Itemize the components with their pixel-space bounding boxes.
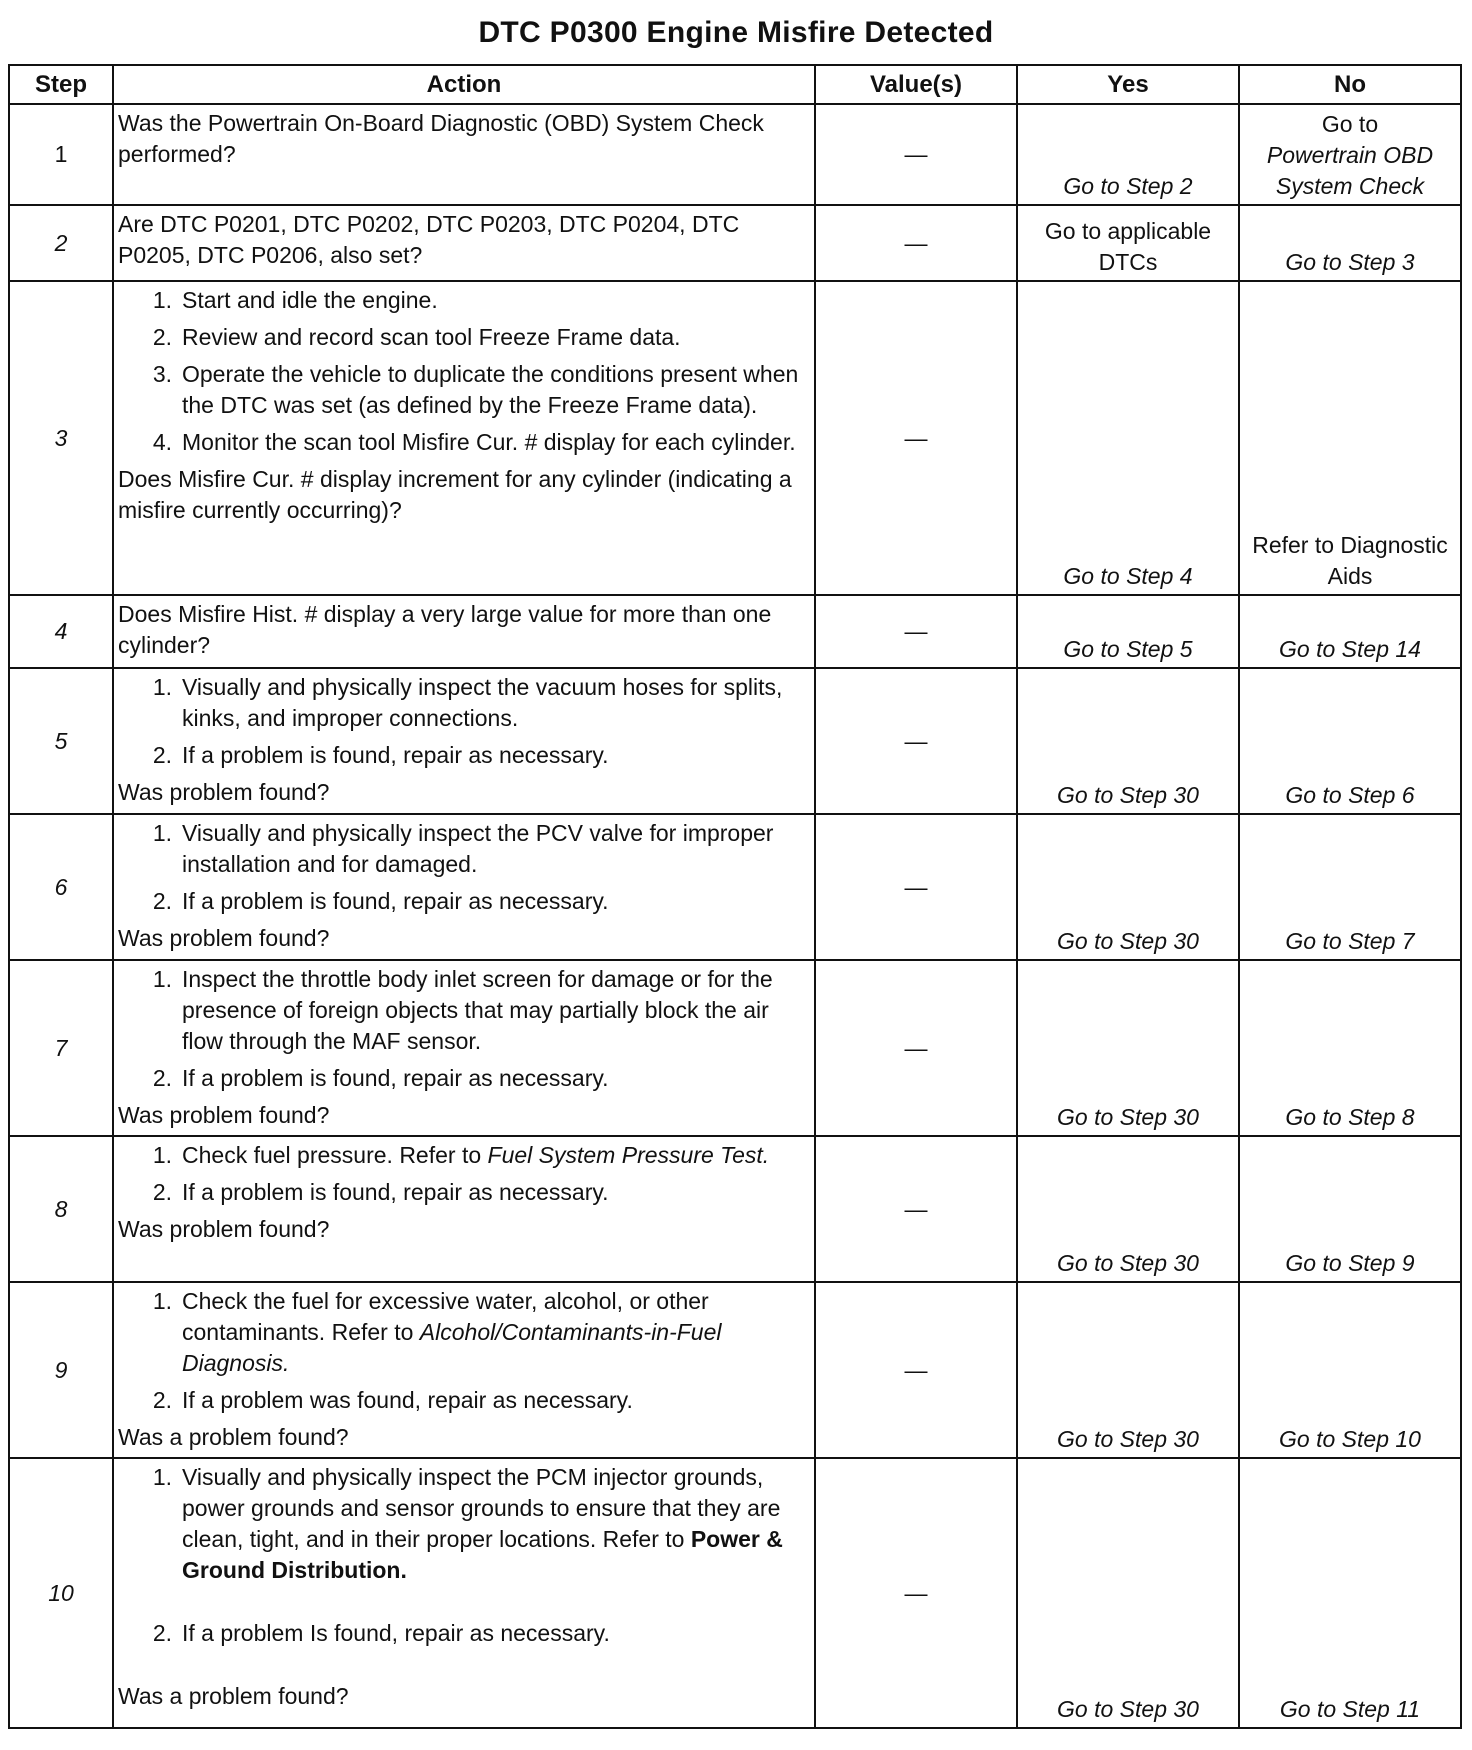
value-cell: — [815, 1136, 1017, 1282]
step-number: 8 [9, 1136, 113, 1282]
table-row [9, 104, 1461, 205]
value-cell: — [815, 205, 1017, 281]
yes-cell: Go to Step 5 [1017, 595, 1239, 668]
table-row [9, 281, 1461, 595]
reference-link: Fuel System Pressure Test. [487, 1142, 770, 1168]
action-item: 2. If a problem is found, repair as necessary. [152, 1179, 609, 1205]
action-question: Was problem found? [118, 779, 330, 805]
table-row [9, 1282, 1461, 1458]
value-cell: — [815, 814, 1017, 960]
action-item: 1. Check fuel pressure. Refer to Fuel System Pressure Test. [152, 1142, 770, 1168]
action-item: 1. Visually and physically inspect the PCM injector grounds, power grounds and sensor grounds to ensure that they are clean, tight, and in their proper locations. Refer to Power & Ground Distribution. [152, 1464, 783, 1583]
action-question: Was problem found? [118, 925, 330, 951]
table-row [9, 814, 1461, 960]
yes-cell: Go to Step 30 [1017, 814, 1239, 960]
no-cell: Go to Step 7 [1239, 814, 1461, 960]
reference-link: Alcohol/Contaminants-in-Fuel Diagnosis. [182, 1319, 722, 1376]
yes-cell: Go to Step 30 [1017, 1282, 1239, 1458]
value-cell: — [815, 281, 1017, 595]
action-cell [113, 205, 815, 281]
value-cell: — [815, 1458, 1017, 1728]
value-cell: — [815, 960, 1017, 1136]
no-cell: Go to Step 11 [1239, 1458, 1461, 1728]
action-item: 1. Start and idle the engine. [152, 287, 438, 313]
no-prefix: Go to [1321, 111, 1379, 137]
no-link: Powertrain OBD System Check [1266, 142, 1434, 199]
table-row [9, 960, 1461, 1136]
yes-cell: Go to Step 4 [1017, 281, 1239, 595]
action-item: 1. Visually and physically inspect the vacuum hoses for splits, kinks, and improper connections. [152, 674, 783, 731]
action-item: 1. Inspect the throttle body inlet screen for damage or for the presence of foreign objects that may partially block the air flow through the MAF sensor. [152, 966, 773, 1054]
diagnostic-table [8, 64, 1462, 1729]
action-question: Was problem found? [118, 1216, 330, 1242]
no-cell: Refer to Diagnostic Aids [1239, 281, 1461, 595]
action-cell [113, 1136, 815, 1282]
header-action: Action [113, 65, 815, 104]
no-cell [1239, 104, 1461, 205]
action-cell [113, 104, 815, 205]
step-number: 4 [9, 595, 113, 668]
table-row [9, 1458, 1461, 1728]
action-question: Does Misfire Hist. # display a very large value for more than one cylinder? [118, 601, 772, 658]
action-question: Was a problem found? [118, 1683, 349, 1709]
no-cell: Go to Step 9 [1239, 1136, 1461, 1282]
yes-cell: Go to Step 30 [1017, 1458, 1239, 1728]
action-cell [113, 595, 815, 668]
action-question: Was a problem found? [118, 1424, 349, 1450]
action-question: Was problem found? [118, 1102, 330, 1128]
step-number: 2 [9, 205, 113, 281]
no-cell: Go to Step 10 [1239, 1282, 1461, 1458]
step-number: 7 [9, 960, 113, 1136]
reference-link: Power & Ground Distribution. [182, 1526, 783, 1583]
yes-cell: Go to Step 30 [1017, 960, 1239, 1136]
no-cell: Go to Step 14 [1239, 595, 1461, 668]
value-cell: — [815, 668, 1017, 814]
action-item: 2. Review and record scan tool Freeze Frame data. [152, 324, 681, 350]
step-number: 1 [9, 104, 113, 205]
action-item: 3. Operate the vehicle to duplicate the conditions present when the DTC was set (as defined by the Freeze Frame data). [152, 361, 799, 418]
action-cell [113, 814, 815, 960]
action-cell [113, 1282, 815, 1458]
value-cell: — [815, 104, 1017, 205]
action-item: 1. Check the fuel for excessive water, alcohol, or other contaminants. Refer to Alcohol/Contaminants-in-Fuel Diagnosis. [152, 1288, 722, 1376]
action-question: Was the Powertrain On-Board Diagnostic (OBD) System Check performed? [118, 110, 764, 167]
action-cell [113, 1458, 815, 1728]
step-number: 5 [9, 668, 113, 814]
action-question: Does Misfire Cur. # display increment for any cylinder (indicating a misfire currently occurring)? [118, 466, 792, 523]
table-row [9, 668, 1461, 814]
table-row [9, 1136, 1461, 1282]
action-item: 4. Monitor the scan tool Misfire Cur. # display for each cylinder. [152, 429, 796, 455]
step-number: 6 [9, 814, 113, 960]
step-number: 3 [9, 281, 113, 595]
action-cell [113, 960, 815, 1136]
yes-cell: Go to applicable DTCs [1017, 205, 1239, 281]
header-step: Step [9, 65, 113, 104]
no-cell: Go to Step 8 [1239, 960, 1461, 1136]
value-cell: — [815, 595, 1017, 668]
step-number: 9 [9, 1282, 113, 1458]
action-item: 2. If a problem is found, repair as necessary. [152, 1065, 609, 1091]
step-number: 10 [9, 1458, 113, 1728]
table-row [9, 595, 1461, 668]
action-item: 2. If a problem is found, repair as necessary. [152, 742, 609, 768]
no-cell: Go to Step 3 [1239, 205, 1461, 281]
action-cell [113, 668, 815, 814]
no-cell: Go to Step 6 [1239, 668, 1461, 814]
page-title: DTC P0300 Engine Misfire Detected [478, 16, 994, 49]
header-values: Value(s) [815, 65, 1017, 104]
table-header-row [9, 65, 1461, 104]
action-question: Are DTC P0201, DTC P0202, DTC P0203, DTC P0204, DTC P0205, DTC P0206, also set? [118, 211, 740, 268]
value-cell: — [815, 1282, 1017, 1458]
yes-cell: Go to Step 30 [1017, 668, 1239, 814]
header-yes: Yes [1017, 65, 1239, 104]
table-row [9, 205, 1461, 281]
action-cell [113, 281, 815, 595]
action-item: 1. Visually and physically inspect the PCV valve for improper installation and for damaged. [152, 820, 774, 877]
header-no: No [1239, 65, 1461, 104]
action-item: 2. If a problem Is found, repair as necessary. [152, 1620, 610, 1646]
yes-cell: Go to Step 2 [1017, 104, 1239, 205]
action-item: 2. If a problem is found, repair as necessary. [152, 888, 609, 914]
action-item: 2. If a problem was found, repair as necessary. [152, 1387, 633, 1413]
yes-cell: Go to Step 30 [1017, 1136, 1239, 1282]
